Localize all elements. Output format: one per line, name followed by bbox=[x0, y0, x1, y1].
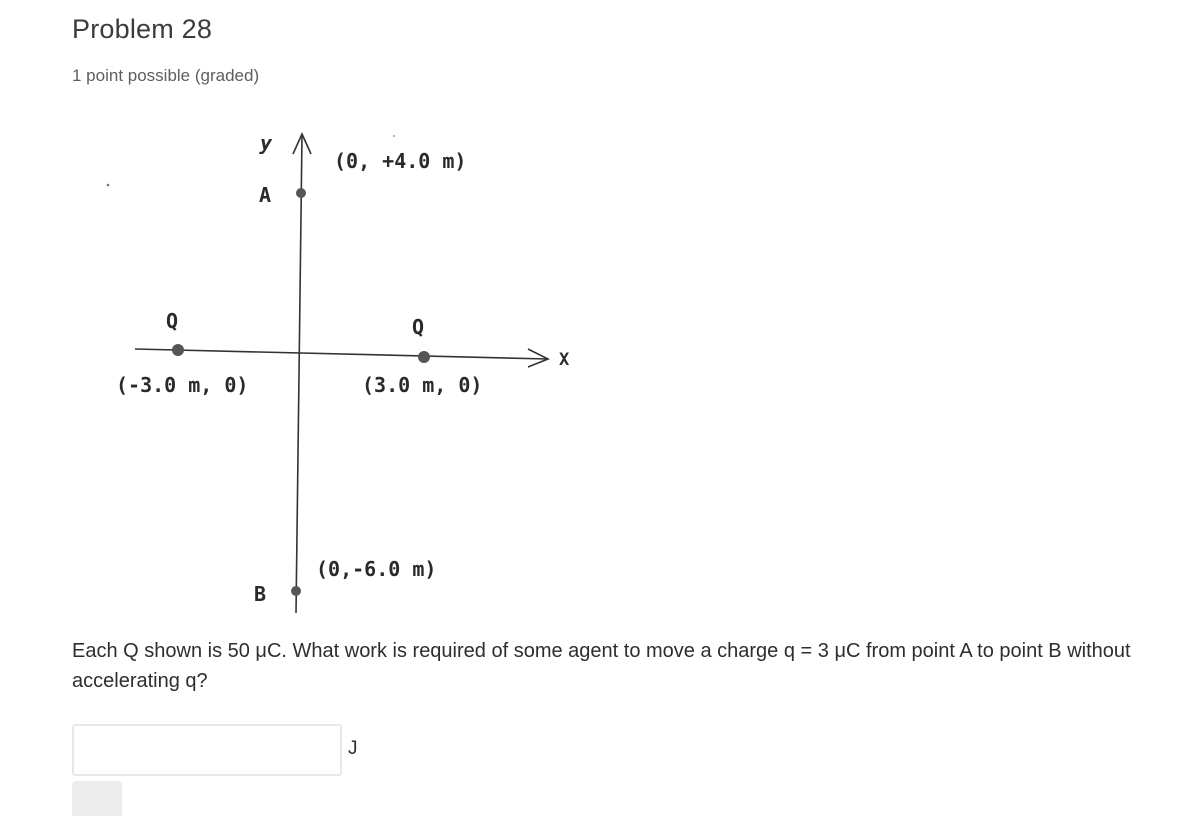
y-axis-label: y bbox=[260, 131, 273, 155]
x-axis-line bbox=[135, 349, 548, 359]
charge-right-dot bbox=[418, 351, 430, 363]
points-possible: 1 point possible (graded) bbox=[72, 66, 260, 85]
point-b-coordinate: (0,-6.0 m) bbox=[316, 557, 437, 581]
coordinate-diagram bbox=[100, 118, 600, 618]
y-axis-line bbox=[296, 136, 302, 613]
answer-input[interactable] bbox=[72, 724, 342, 776]
charge-left-coordinate: (-3.0 m, 0) bbox=[116, 373, 249, 397]
problem-figure bbox=[100, 118, 600, 618]
point-a-coordinate: (0, +4.0 m) bbox=[334, 149, 467, 173]
point-b-label: B bbox=[254, 582, 267, 606]
problem-title: Problem 28 bbox=[72, 14, 213, 44]
charge-right-label: Q bbox=[412, 315, 425, 339]
point-b-dot bbox=[291, 586, 301, 596]
question-text: Each Q shown is 50 μC. What work is required of some agent to move a charge q = 3 μC from point A to point B without accelerating q? bbox=[72, 640, 1131, 692]
point-a-dot bbox=[296, 188, 306, 198]
scan-speck bbox=[393, 135, 395, 137]
answer-unit: J bbox=[348, 738, 358, 759]
point-a-label: A bbox=[259, 183, 272, 207]
scan-speck bbox=[107, 184, 110, 187]
charge-left-dot bbox=[172, 344, 184, 356]
charge-right-coordinate: (3.0 m, 0) bbox=[362, 373, 483, 397]
x-axis-label: X bbox=[559, 350, 570, 370]
submit-button[interactable] bbox=[72, 781, 122, 816]
charge-left-label: Q bbox=[166, 309, 179, 333]
